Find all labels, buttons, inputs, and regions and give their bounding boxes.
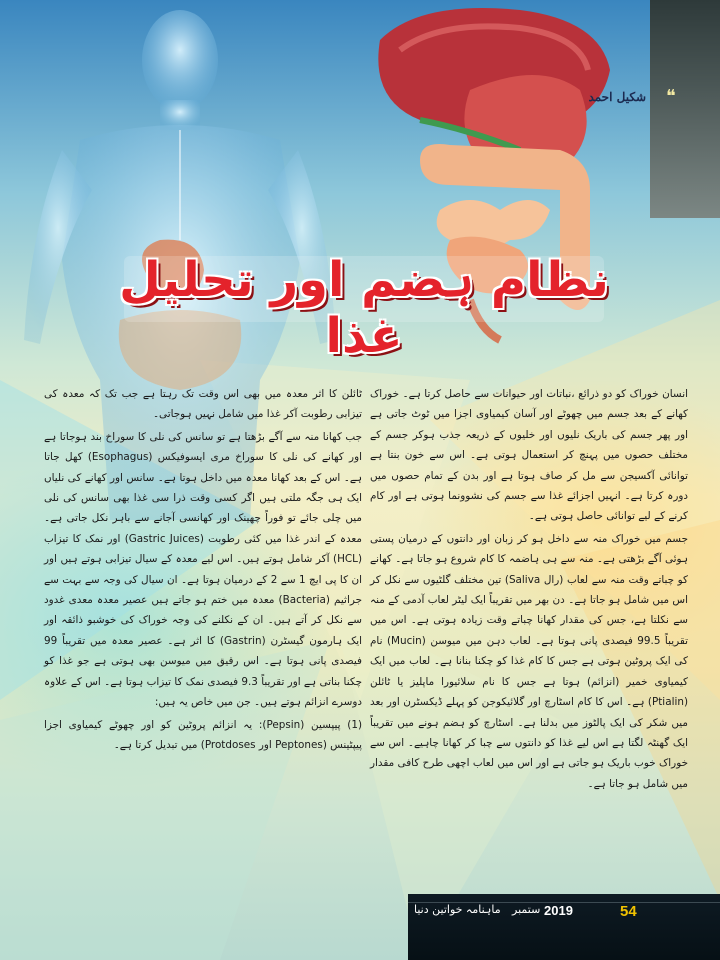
- paragraph: (1) پیپسین (Pepsin): یہ انزائم پروٹین کو اور چھوٹے کیمیاوی اجزا پیپٹینس (Peptones اور Protdoses) میں تبدیل کرتا ہے۔: [44, 718, 362, 751]
- author-name: شکیل احمد: [588, 90, 646, 104]
- issue-month: ستمبر: [512, 903, 541, 916]
- paragraph: انسان خوراک کو دو ذرائع ،نباتات اور حیوانات سے حاصل کرتا ہے۔ خوراک کھانے کے بعد جسم میں چھوٹے اور آسان کیمیاوی اجزا میں ٹوٹ جاتی ہے اور پھر جسم کی باریک نلیوں اور خلیوں کے ذریعہ جذب ہوکر جسم کے مختلف حصوں میں پہنچ کر استعمال ہوتی ہے۔ اس سے خون بنتا ہے توانائی آکسیجن سے مل کر صاف ہوتا ہے اور بدن کے تمام حصوں میں دورہ کرتا ہے۔ انہیں اجزائے غذا سے جسم کی نشوونما ہوتی ہے اور کام کرنے کے لیے توانائی حاصل ہوتی ہے۔: [370, 388, 688, 523]
- author-sidebar-box: [650, 0, 720, 218]
- magazine-name: ماہنامہ خواتین دنیا: [414, 903, 501, 916]
- paragraph: جب کھانا منہ سے آگے بڑھتا ہے تو سانس کی نلی کا سوراخ بند ہوجاتا ہے اور کھانے کی نلی کا سوراخ مری ایسوفیکس (Esophagus) کھل جاتا ہے۔ اس کے بعد کھانا معدہ میں داخل ہوتا ہے۔ سانس اور کھانے کی نلیاں ایک ہی جگہ ملتی ہیں اگر کسی وقت ذرا سی غذا بھی سانس کی نلی میں چلی جائے تو فوراً چھینک اور کھانسی آجانے سے باہر نکل جاتی ہے۔ معدہ کے اندر غذا میں کئی رطوبت (Gastric Juices) اور نمک کا تیزاب (HCL) آکر شامل ہوتے ہیں۔ اس لیے معدہ کے سیال تیزابی ہوتے ہیں اور ان کا پی ایچ 1 سے 2 کے درمیان ہوتا ہے۔ ان سیال کی وجہ سے بہت سے جراثیم (Bacteria) معدہ میں ختم ہو جاتے ہیں عصیر معدہ معدی غدود سے نکل کر آتے ہیں۔ ان کے نکلنے کی وجہ خوراک کی خوشبو ذائقہ اور ایک ہارمون گیسٹرن (Gastrin) کا اثر ہے۔ عصیر معدہ میں تقریباً 99 فیصدی پانی ہوتا ہے۔ اس رقیق میں میوسن بھی ہوتی ہے جو غذا کو چکنا بناتی ہے اور تقریباً 9.3 فیصدی نمک کا تیزاب ہوتا ہے۔ اس کے علاوہ دوسرے انزائم ہوتے ہیں۔ جن میں خاص یہ ہیں:: [44, 430, 362, 709]
- quote-accent-icon: ❝: [666, 86, 676, 107]
- page-number: 54: [620, 903, 637, 920]
- issue-year: 2019: [544, 903, 573, 918]
- paragraph: ٹائلن کا اثر معدہ میں بھی اس وقت تک رہتا ہے جب تک کہ معدہ کی تیزابی رطوبت آکر غذا میں شامل نہیں ہوجاتی۔: [44, 388, 362, 421]
- article-column-right: [370, 384, 688, 796]
- paragraph: جسم میں خوراک منہ سے داخل ہو کر زبان اور دانتوں کے درمیان پستی ہوئی آگے بڑھتی ہے۔ منہ سے ہی ہاضمہ کا کام شروع ہو جاتا ہے۔ کھانے کو چباتے وقت منہ سے لعاب (رال Saliva) تین مختلف گلٹیوں سے نکل کر اس میں شامل ہو جاتا ہے۔ دن بھر میں تقریباً ایک لیٹر لعاب آدمی کے منہ سے نکلتا ہے، جس کی مقدار کھانا چباتے وقت زیادہ ہوتی ہے۔ اس میں تقریباً 99.5 فیصدی پانی ہوتا ہے۔ لعاب دہن میں میوسن (Mucin) نام کی ایک پروٹین ہوتی ہے جس کا کام غذا کو چکنا بنانا ہے۔ لعاب میں ایک کیمیاوی خمیر (انزائم) ہوتا ہے جس کا نام سلائیورا ماپلیز یا ٹائلن (Ptialin) ہے۔ اس کا کام اسٹارچ اور گلائیکوجن کو پہلے ڈیکسٹرن اور بعد میں شکر کی ایک پالٹوز میں بدلنا ہے۔ اسٹارچ کو ہضم ہونے میں تقریباً ایک گھنٹہ لگتا ہے اس لیے غذا کو دانتوں سے چبا کر کھانا چاہیے۔ اس سے خوراک خوب باریک ہو جاتی ہے اور اس میں لعاب اچھی طرح کافی مقدار میں شامل ہو جاتا ہے۔: [370, 532, 688, 790]
- article-title: نظام ہضم اور تحلیل غذا: [119, 252, 609, 364]
- article-column-left: [44, 384, 362, 757]
